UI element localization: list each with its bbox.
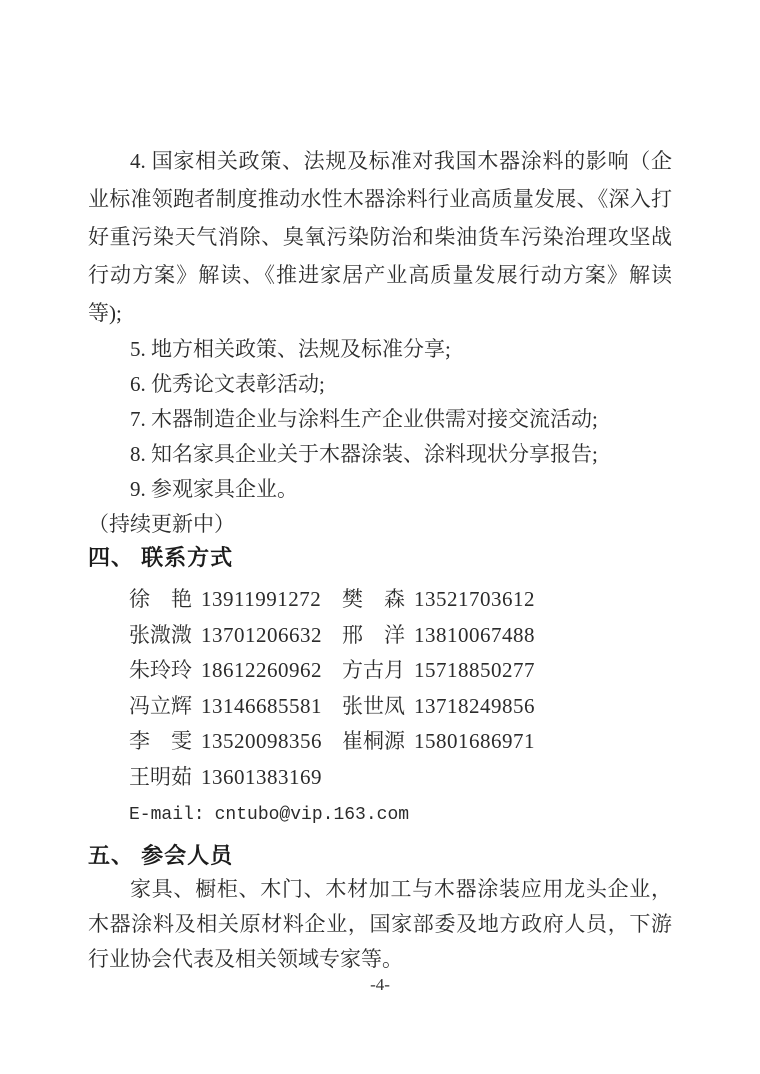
contact-name: 崔桐源 [342,729,405,753]
contact-row [129,653,672,689]
email-label: E-mail: [129,805,205,825]
contact-name: 李 雯 [129,729,192,753]
contact-list [129,582,672,795]
contact-phone: 13911991272 [201,587,322,611]
participants-paragraph: 家具、橱柜、木门、木材加工与木器涂装应用龙头企业，木器涂料及相关原材料企业，国家部委及地方政府人员，下游行业协会代表及相关领域专家等。 [88,877,672,971]
contact-name: 邢 洋 [342,622,405,647]
contact-name: 冯立辉 [129,693,192,718]
agenda-update-note: （持续更新中） [88,512,235,536]
participants-section-heading: 五、 参会人员 [88,843,234,868]
contact-phone: 13521703612 [414,587,535,611]
contact-phone: 15718850277 [414,658,535,682]
contact-name: 张溦溦 [129,622,192,647]
contact-phone: 13520098356 [201,729,322,753]
contact-row [129,724,672,760]
contact-name: 张世凤 [342,693,405,718]
contact-section-heading: 四、 联系方式 [88,545,234,570]
contact-phone: 18612260962 [201,658,322,682]
email-line [129,797,672,833]
contact-phone: 15801686971 [414,729,535,753]
contact-row [129,618,672,654]
contact-phone: 13146685581 [201,693,322,718]
contact-name: 樊 森 [342,587,405,611]
agenda-item-4: 4. 国家相关政策、法规及标准对我国木器涂料的影响（企业标准领跑者制度推动水性木器涂料行业高质量发展、《深入打好重污染天气消除、臭氧污染防治和柴油货车污染治理攻坚战行动方案》解读、《推进家居产业高质量发展行动方案》解读等); [88,149,672,325]
contact-phone: 13701206632 [201,622,322,647]
page-number: -4- [370,975,390,994]
contact-phone: 13601383169 [201,764,322,789]
contact-name: 朱玲玲 [129,658,192,682]
agenda-item-8: 8. 知名家具企业关于木器涂装、涂料现状分享报告; [130,442,598,466]
contact-row [129,582,672,618]
contact-row [129,689,672,725]
contact-row [129,760,672,796]
contact-name: 王明茹 [129,764,192,789]
agenda-item-6: 6. 优秀论文表彰活动; [130,372,325,396]
agenda-item-5: 5. 地方相关政策、法规及标准分享; [130,337,451,361]
contact-phone: 13810067488 [414,622,535,647]
email-value: cntubo@vip.163.com [214,805,410,825]
agenda-item-9: 9. 参观家具企业。 [130,477,298,501]
contact-name: 方古月 [342,658,405,682]
contact-name: 徐 艳 [129,587,192,611]
contact-phone: 13718249856 [414,693,535,718]
agenda-item-7: 7. 木器制造企业与涂料生产企业供需对接交流活动; [130,407,598,431]
